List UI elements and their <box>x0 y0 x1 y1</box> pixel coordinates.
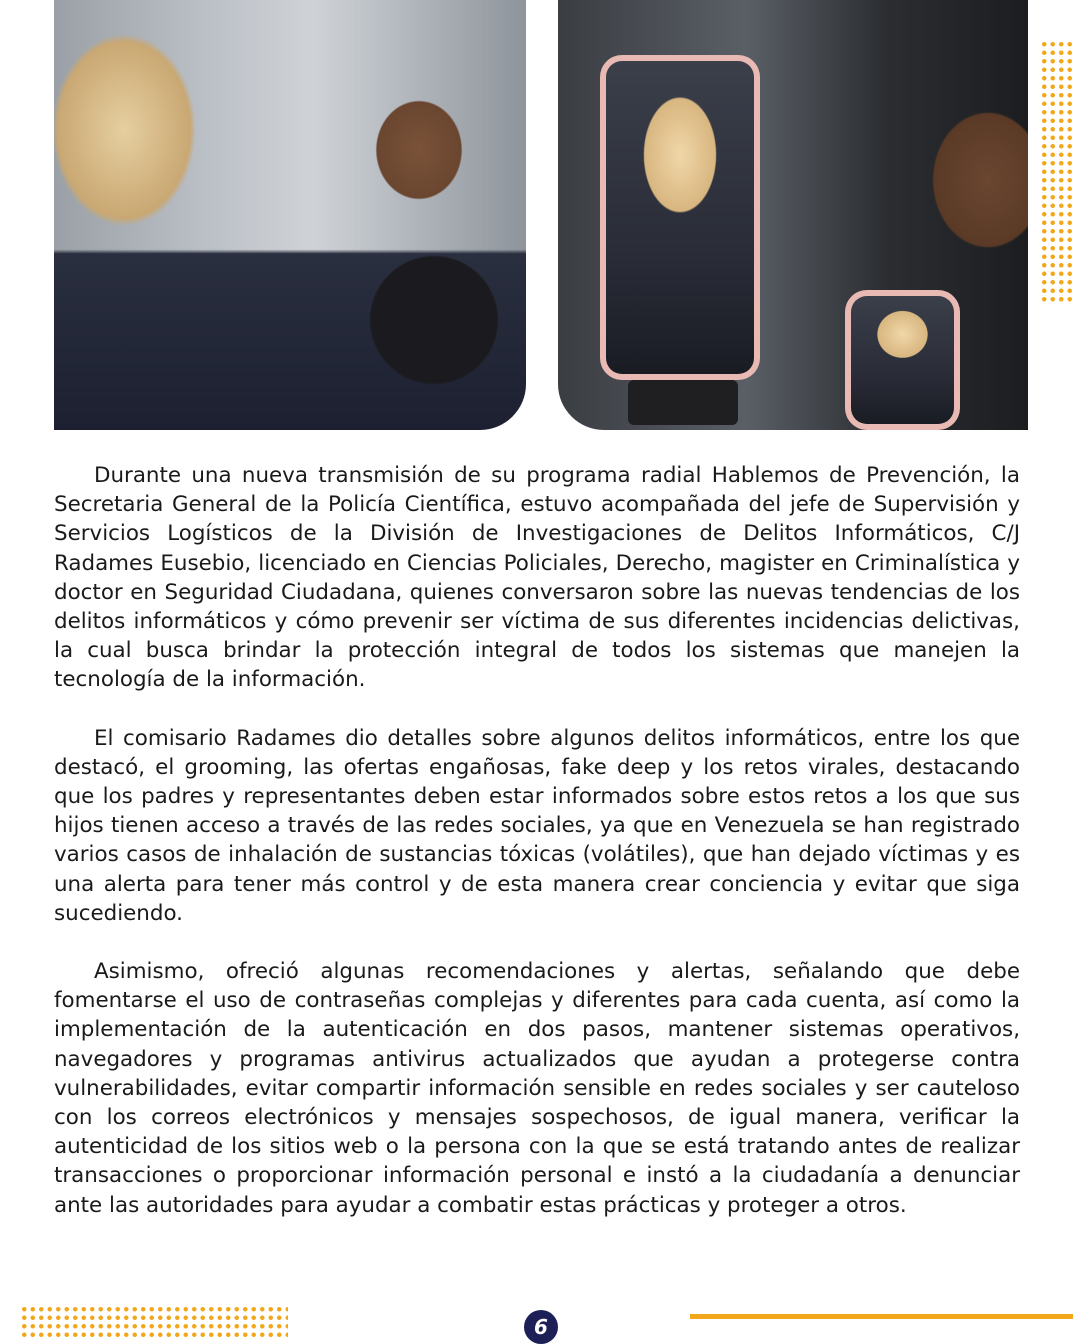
article-paragraph: El comisario Radames dio detalles sobre algunos delitos informáticos, entre los que destacó, el grooming, las ofertas engañosas, fake deep y los retos virales, destacando que los padres y representantes deben estar informados sobre estos retos a los que sus hijos tienen acceso a través de las redes sociales, ya que en Venezuela se han registrado varios casos de inhalación de sustancias tóxicas (volátiles), que han dejado víctimas y es una alerta para tener más control y de esta manera crear conciencia y evitar que siga sucediendo. <box>54 725 1020 926</box>
phone-screen <box>851 296 954 424</box>
radio-studio-photo-left <box>54 0 526 430</box>
phone-livestream-image <box>600 55 760 380</box>
decorative-rule <box>690 1314 1073 1319</box>
article-body <box>54 461 1020 1220</box>
phone-screen <box>606 61 754 374</box>
decorative-dots-right <box>1040 40 1073 302</box>
article-paragraph: Durante una nueva transmisión de su programa radial Hablemos de Prevención, la Secretaria General de la Policía Científica, estuvo acompañada del jefe de Supervisión y Servicios Logísticos de la División de Investigaciones de Delitos Informáticos, C/J Radames Eusebio, licenciado en Ciencias Policiales, Derecho, magister en Criminalística y doctor en Seguridad Ciudadana, quienes conversaron sobre las nuevas tendencias de los delitos informáticos y cómo prevenir ser víctima de sus diferentes incidencias delictivas, la cual busca brindar la protección integral de todos los sistemas que manejen la tecnología de la información. <box>54 463 1020 693</box>
article-paragraph: Asimismo, ofreció algunas recomendaciones y alertas, señalando que debe fomentarse el uso de contraseñas complejas y diferentes para cada cuenta, así como la implementación de la autenticación en dos pasos, mantener sistemas operativos, navegadores y programas antivirus actualizados que ayudan a protegerse contra vulnerabilidades, evitar compartir información sensible en redes sociales y ser cauteloso con los correos electrónicos y mensajes sospechosos, de igual manera, verificar la autenticidad de los sitios web o la persona con la que se está tratando antes de realizar transacciones o proporcionar información personal e instó a la ciudadanía a denunciar ante las autoridades para ayudar a combatir estas prácticas y proteger a otros. <box>54 959 1020 1218</box>
decorative-dots-bottom <box>20 1305 288 1341</box>
page-number-badge: 6 <box>524 1310 558 1344</box>
phone-secondary-image <box>845 290 960 430</box>
phone-mount <box>628 380 738 425</box>
